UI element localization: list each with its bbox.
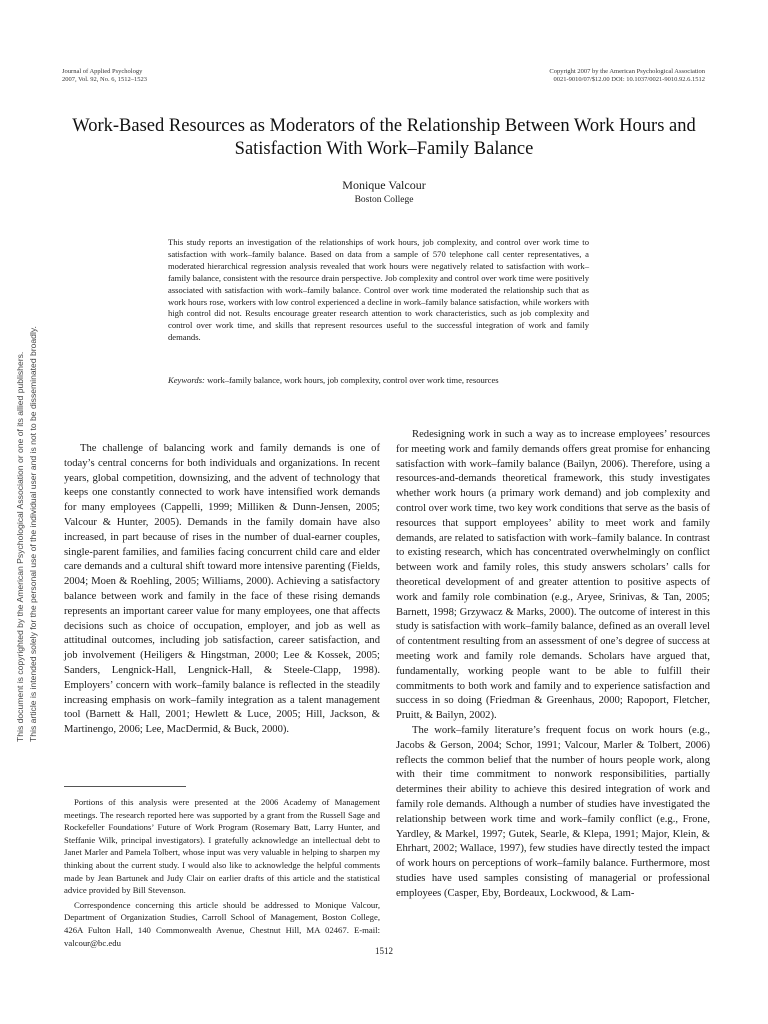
- footnote-divider: [64, 786, 186, 787]
- author-name: Monique Valcour: [342, 178, 426, 192]
- journal-volume: 2007, Vol. 92, No. 6, 1512–1523: [62, 76, 147, 83]
- correspondence-note: Correspondence concerning this article should be addressed to Monique Valcour, Department of Organization Studies, Carroll School of Management, Boston College, 426A Fulton Hall, 140 Commonwealth Avenue, Chestnut Hill, MA 02467. E-mail: valcour@bc.edu: [64, 899, 380, 948]
- journal-name: Journal of Applied Psychology: [62, 68, 143, 75]
- copyright-header: [549, 68, 705, 84]
- page-number: 1512: [375, 946, 393, 956]
- keywords: [168, 375, 598, 386]
- keywords-text: work–family balance, work hours, job complexity, control over work time, resources: [207, 375, 499, 385]
- abstract: This study reports an investigation of the relationships of work hours, job complexity, and control over work time to satisfaction with work–family balance. Based on data from a sample of 570 telephone call center representatives, a moderated hierarchical regression analysis revealed that work hours were negatively related to satisfaction with work–family balance, consistent with the resource drain perspective. Job complexity and control over work time were positively associated with satisfaction with work–family balance. Control over work time moderated the relationship such that as work hours rose, workers with low control experienced a decline in work–family balance satisfaction, while workers with high control did not. Results encourage greater research attention to work characteristics, such as job complexity and control over work time, and skills that represent resources useful to the successful integration of work and family demands.: [168, 237, 589, 343]
- side-notice-line-2: This article is intended solely for the personal use of the individual user and is not to be disseminated broadly.: [28, 326, 38, 742]
- doi-line: 0021-9010/07/$12.00 DOI: 10.1037/0021-9010.92.6.1512: [553, 76, 705, 83]
- keywords-label: Keywords:: [168, 375, 205, 385]
- copyright-side-notice: [14, 272, 42, 742]
- author-note-paragraph: Portions of this analysis were presented at the 2006 Academy of Management meetings. The research reported here was supported by a grant from the Russell Sage and Rockefeller Foundations’ Future of Work Program (Rosemary Batt, Larry Hunter, and Steffanie Wilk, principal investigators). I gratefully acknowledge an intellectual debt to Janet Marler and Pamela Tolbert, whose input was very valuable in helping to sharpen my thinking about the current study. I would also like to acknowledge the helpful comments made by Jean Bartunek and Judy Clair on earlier drafts of this article and the statistical advice provided by Bill Stevenson.: [64, 797, 380, 896]
- right-column: [396, 428, 710, 902]
- article-title: Work-Based Resources as Moderators of the Relationship Between Work Hours and Satisfaction With Work–Family Balance: [72, 116, 696, 159]
- copyright-line: Copyright 2007 by the American Psychological Association: [549, 68, 705, 75]
- author-note: [64, 796, 380, 951]
- body-paragraph: The challenge of balancing work and family demands is one of today’s central concerns for both individuals and organizations. In recent years, global competition, downsizing, and the advent of technology that keeps one constantly connected to work have intensified work demands for many employees (Cappelli, 1999; Milliken & Dunn-Jensen, 2005; Valcour & Hunter, 2005). Demands in the family domain have also increased, in part because of rises in the number of dual-earner couples, single-parent families, and families facing concurrent child care and elder care demands and a cultural shift toward more intensive parenting (Fields, 2004; Moen & Roehling, 2005; Williams, 2000). Achieving a satisfactory balance between work and family in the face of these rising demands represents an important career value for many employees, one that affects decisions such as choice of occupation, employer, and job as well as attitudinal outcomes, including job satisfaction, career satisfaction, and job involvement (Heiligers & Hingstman, 2000; Lee & Kossek, 2005; Sanders, Lengnick-Hall, Lengnick-Hall, & Steele-Clapp, 1998). Employers’ concern with work–family balance is reflected in the steadily increasing emphasis on work–family integration as a talent management tool (Barnett & Hall, 2001; Hewlett & Luce, 2005; Hill, Jackson, & Martinengo, 2006; Lee, MacDermid, & Buck, 2000).: [64, 443, 380, 736]
- journal-header: [62, 68, 147, 84]
- side-notice-line-1: This document is copyrighted by the American Psychological Association or one of its allied publishers.: [15, 351, 25, 742]
- body-paragraph: The work–family literature’s frequent focus on work hours (e.g., Jacobs & Gerson, 2004; Schor, 1991; Valcour, Marler & Tolbert, 2006) reflects the common belief that the number of hours people work, along with their time commitment to nonwork responsibilities, partially determines their ability to achieve this desired integration of work and family role demands. Although a number of studies have investigated the relationship between work time and work–family conflict (e.g., Frone, Yardley, & Markel, 1997; Gutek, Searle, & Klepa, 1991; Major, Klein, & Ehrhart, 2002; Wallace, 1997), few studies have directly tested the impact of work hours on perceptions of work–family balance. Furthermore, most studies have used samples consisting of managerial or professional employees (Casper, Eby, Bordeaux, Lockwood, & Lam-: [396, 724, 710, 899]
- left-column: [64, 442, 380, 738]
- author-affiliation: Boston College: [354, 195, 414, 205]
- body-paragraph: Redesigning work in such a way as to increase employees’ resources for meeting work and family demands offers great promise for enhancing satisfaction with work–family balance (Bailyn, 2006). Therefore, using a resources-and-demands theoretical framework, this study investigates whether work hours (a primary work demand) and job complexity and control over work time, two key work conditions that serve as the basis of resources that support employees’ ability to meet work and family demands, are related to satisfaction with work–family balance. In contrast to existing research, which has concentrated overwhelmingly on conflict between work and family roles, this study answers scholars’ calls for theoretical development of and greater attention to positive aspects of work and family role combination (e.g., Aryee, Srinivas, & Tan, 2005; Barnett, 1998; Grzywacz & Marks, 2000). The outcome of interest in this study is satisfaction with work–family balance, defined as an overall level of contentment resulting from an assessment of one’s degree of success at meeting work and family role demands. Scholars have argued that, fundamentally, working people want to be able to fulfill their commitments to both work and family and to experience satisfaction and success in so doing (Friedman & Greenhaus, 2000; Rapoport, Fletcher, Pruitt, & Bailyn, 2002).: [396, 429, 710, 722]
